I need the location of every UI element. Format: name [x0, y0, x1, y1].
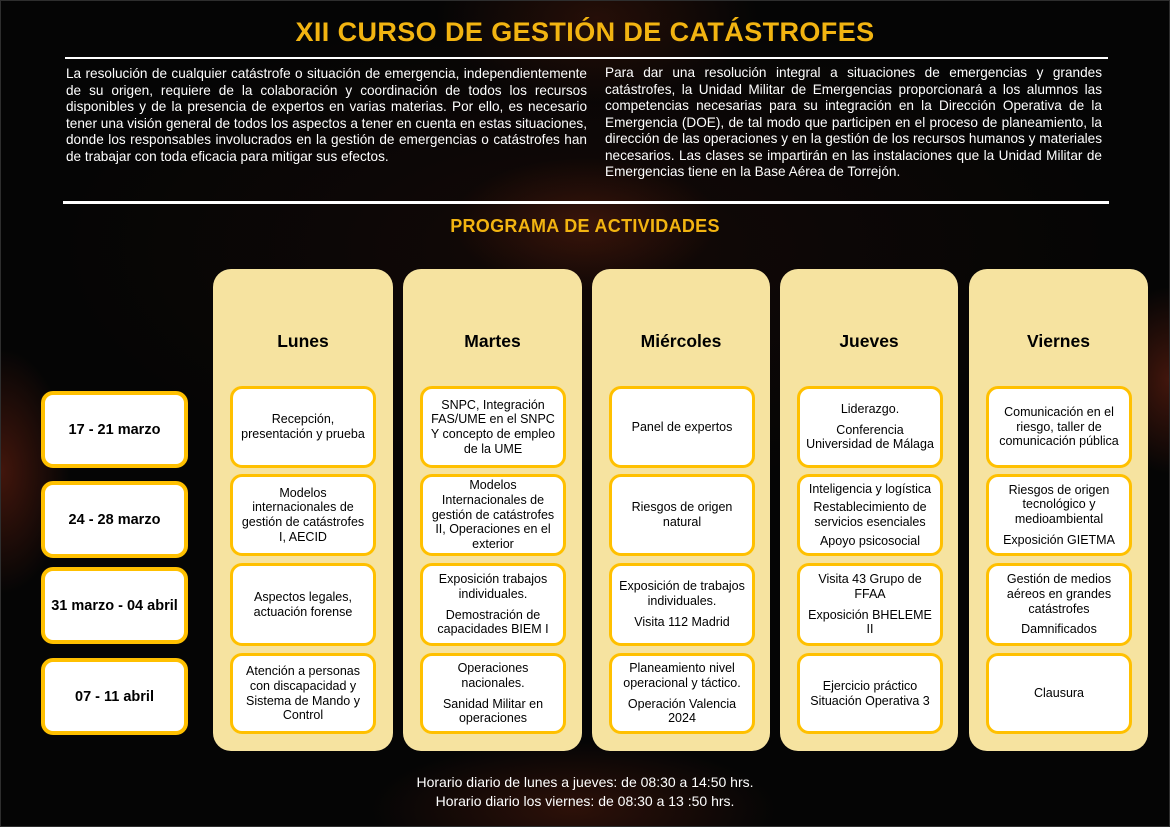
cell-text: Comunicación en el riesgo, taller de comunicación pública	[999, 404, 1119, 449]
week-label-3: 31 marzo - 04 abril	[41, 567, 188, 644]
intro-paragraph-left: La resolución de cualquier catástrofe o situación de emergencia, independientemente de su origen, requiere de la colaboración y coordinación de todos los recursos disponibles y de la presencia de expertos en varias materias. Por ello, es necesario tener una visión general de todos los aspectos a tener en cuenta en estas situaciones, donde los responsables involucrados en la gestión de emergencias o catástrofes han de trabajar con toda eficacia para mitigar sus efectos.	[66, 66, 587, 164]
day-header-martes: Martes	[464, 331, 521, 351]
schedule-cell	[420, 474, 566, 556]
day-header-lunes: Lunes	[277, 331, 329, 351]
schedule-cell	[797, 474, 943, 556]
schedule-cell	[797, 386, 943, 468]
cell-text: Atención a personas con discapacidad y Sistema de Mando y Control	[246, 664, 360, 723]
cell-text: Exposición de trabajos individuales.	[619, 579, 745, 609]
cell-text: Exposición trabajos individuales.	[438, 572, 548, 601]
schedule-cell	[420, 653, 566, 734]
cell-text: Planeamiento nivel operacional y táctico.	[623, 661, 741, 690]
schedule-hours	[1, 773, 1169, 811]
day-column-lunes	[213, 269, 393, 751]
week-label-4: 07 - 11 abril	[41, 658, 188, 735]
section-title: PROGRAMA DE ACTIVIDADES	[450, 216, 720, 236]
cell-text: Clausura	[1033, 686, 1085, 701]
cell-text: Operación Valencia 2024	[627, 696, 737, 726]
cell-text: Exposición BHELEME II	[808, 607, 932, 637]
schedule-cell	[609, 653, 755, 734]
day-header-viernes: Viernes	[1027, 331, 1090, 351]
schedule-cell	[609, 386, 755, 468]
schedule-cell	[420, 563, 566, 646]
cell-text: Ejercicio práctico Situación Operativa 3	[810, 678, 930, 708]
cell-text: Visita 112 Madrid	[634, 614, 730, 629]
schedule-cell	[609, 474, 755, 556]
title-divider	[65, 57, 1108, 59]
cell-text: Sanidad Militar en operaciones	[442, 696, 544, 726]
cell-text: Visita 43 Grupo de FFAA	[818, 572, 922, 601]
page-title: XII CURSO DE GESTIÓN DE CATÁSTROFES	[295, 17, 875, 47]
cell-text: Exposición GIETMA	[1003, 532, 1115, 547]
week-label-1: 17 - 21 marzo	[41, 391, 188, 468]
intro-paragraph-right: Para dar una resolución integral a situaciones de emergencias y grandes catástrofes, la Unidad Militar de Emergencias proporcionará a los alumnos las competencias necesarias para su integración en la Dirección Operativa de la Emergencia (DOE), de tal modo que participen en el proceso de planeamiento, la dirección de las operaciones y en la gestión de los recursos humanos y materiales necesarios. Las clases se impartirán en las instalaciones que la Unidad Militar de Emergencias tiene en la Base Aérea de Torrejón.	[605, 65, 1102, 180]
cell-text: Riesgos de origen natural	[631, 500, 733, 529]
cell-text: Damnificados	[1021, 622, 1097, 637]
cell-text: Apoyo psicosocial	[819, 533, 921, 548]
cell-text: Modelos internacionales de gestión de catástrofes I, AECID	[241, 485, 365, 544]
day-header-miercoles: Miércoles	[640, 331, 722, 351]
cell-text: Inteligencia y logística	[808, 481, 932, 496]
schedule-cell	[230, 474, 376, 556]
cell-text: Recepción, presentación y prueba	[241, 412, 365, 441]
schedule-cell	[230, 386, 376, 468]
week-label-2: 24 - 28 marzo	[41, 481, 188, 558]
cell-text: Conferencia Universidad de Málaga	[806, 422, 934, 452]
schedule-cell	[609, 563, 755, 646]
cell-text: Modelos Internacionales de gestión de catástrofes II, Operaciones en el exterior	[431, 478, 555, 552]
cell-text: Restablecimiento de servicios esenciales	[813, 500, 927, 529]
cell-text: Liderazgo.	[840, 401, 900, 416]
cell-text: Demostración de capacidades BIEM I	[437, 607, 549, 637]
schedule-cell	[797, 563, 943, 646]
cell-text: Riesgos de origen tecnológico y medioambiental	[1008, 482, 1110, 526]
cell-text: Gestión de medios aéreos en grandes catástrofes	[1006, 572, 1112, 616]
cell-text: Operaciones nacionales.	[457, 661, 529, 690]
schedule-hours-line1: Horario diario de lunes a jueves: de 08:30 a 14:50 hrs.	[416, 774, 754, 790]
schedule-cell	[986, 563, 1132, 646]
day-column-jueves	[780, 269, 958, 751]
day-column-miercoles	[592, 269, 770, 751]
schedule-cell	[986, 386, 1132, 468]
cell-text: Panel de expertos	[631, 419, 733, 434]
schedule-cell	[420, 386, 566, 468]
schedule-hours-line2: Horario diario los viernes: de 08:30 a 13 :50 hrs.	[435, 792, 735, 809]
cell-text: Aspectos legales, actuación forense	[253, 589, 353, 619]
schedule-cell	[797, 653, 943, 734]
day-column-martes	[403, 269, 582, 751]
cell-text: SNPC, Integración FAS/UME en el SNPC Y concepto de empleo de la UME	[430, 397, 556, 456]
section-divider	[63, 201, 1109, 204]
day-column-viernes	[969, 269, 1148, 751]
schedule-cell	[230, 653, 376, 734]
schedule-cell	[986, 653, 1132, 734]
day-header-jueves: Jueves	[839, 331, 899, 351]
schedule-cell	[986, 474, 1132, 556]
schedule-cell	[230, 563, 376, 646]
